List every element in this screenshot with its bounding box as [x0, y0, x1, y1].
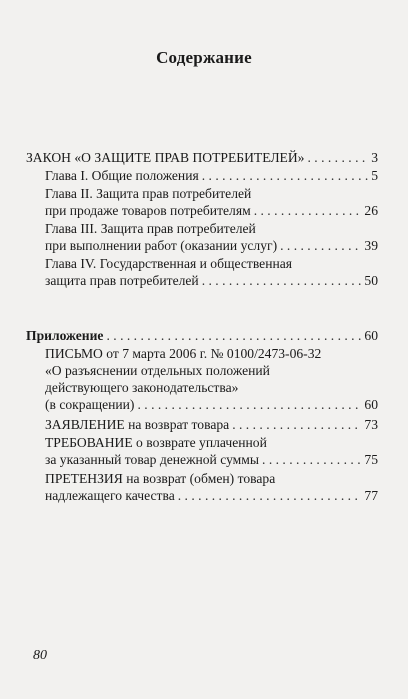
toc-entry-demand: [45, 434, 378, 468]
toc-entry-chapter-1: [45, 167, 378, 184]
toc-entry-text: «О разъяснении отдельных положений: [45, 363, 270, 378]
toc-entry-text: Приложение: [26, 328, 104, 343]
toc-entry-text: Глава II. Защита прав потребителей: [45, 186, 252, 201]
toc-entry-text: Глава III. Защита прав потребителей: [45, 221, 256, 236]
toc-entry-text: Глава I. Общие положения: [45, 168, 199, 183]
toc-page-number: 5: [371, 168, 378, 183]
toc-entry-text: ЗАЯВЛЕНИЕ на возврат товара: [45, 417, 230, 432]
dot-leader: [280, 237, 361, 254]
toc-entry-text: за указанный товар денежной суммы: [45, 452, 260, 467]
toc-entry-text: ПРЕТЕНЗИЯ на возврат (обмен) товара: [45, 471, 276, 486]
toc-entry-chapter-4: [45, 255, 378, 289]
toc-entry-chapter-2: [45, 185, 378, 219]
toc-page-number: 3: [371, 150, 378, 165]
dot-leader: [262, 451, 361, 468]
dot-leader: [178, 487, 362, 504]
dot-leader: [202, 167, 368, 184]
toc-page-number: 39: [364, 238, 378, 253]
toc-entry-text: (в сокращении): [45, 397, 135, 412]
dot-leader: [307, 149, 368, 166]
page-number: 80: [33, 648, 47, 663]
toc-entry-text: ЗАКОН «О ЗАЩИТЕ ПРАВ ПОТРЕБИТЕЛЕЙ»: [26, 150, 305, 165]
toc-page-number: 73: [364, 417, 378, 432]
toc-page-number: 60: [364, 397, 378, 412]
toc-entry-text: ПИСЬМО от 7 марта 2006 г. № 0100/2473-06-32: [45, 346, 322, 361]
dot-leader: [232, 416, 361, 433]
toc-entry-text: действующего законодательства»: [45, 380, 239, 395]
dot-leader: [254, 202, 362, 219]
toc-page-number: 77: [364, 488, 378, 503]
dot-leader: [106, 327, 361, 344]
dot-leader: [137, 396, 361, 413]
toc-entry-text: при выполнении работ (оказании услуг): [45, 238, 278, 253]
toc-entry-text: при продаже товаров потребителям: [45, 203, 251, 218]
toc-page-number: 50: [364, 273, 378, 288]
toc-entry-law: [26, 149, 378, 166]
toc-page-number: 60: [364, 328, 378, 343]
toc-entry-text: защита прав потребителей: [45, 273, 199, 288]
toc-entry-text: надлежащего качества: [45, 488, 175, 503]
toc-entry-letter: [45, 345, 378, 413]
toc-entry-text: Глава IV. Государственная и общественная: [45, 256, 293, 271]
toc-entry-appendix: [26, 327, 378, 344]
toc-entry-claim: [45, 470, 378, 504]
dot-leader: [202, 272, 362, 289]
toc-entry-chapter-3: [45, 220, 378, 254]
page-title: Содержание: [156, 48, 252, 67]
toc-page-number: 26: [364, 203, 378, 218]
toc-entry-text: ТРЕБОВАНИЕ о возврате уплаченной: [45, 435, 267, 450]
toc-entry-statement: [45, 416, 378, 433]
toc-page-number: 75: [364, 452, 378, 467]
